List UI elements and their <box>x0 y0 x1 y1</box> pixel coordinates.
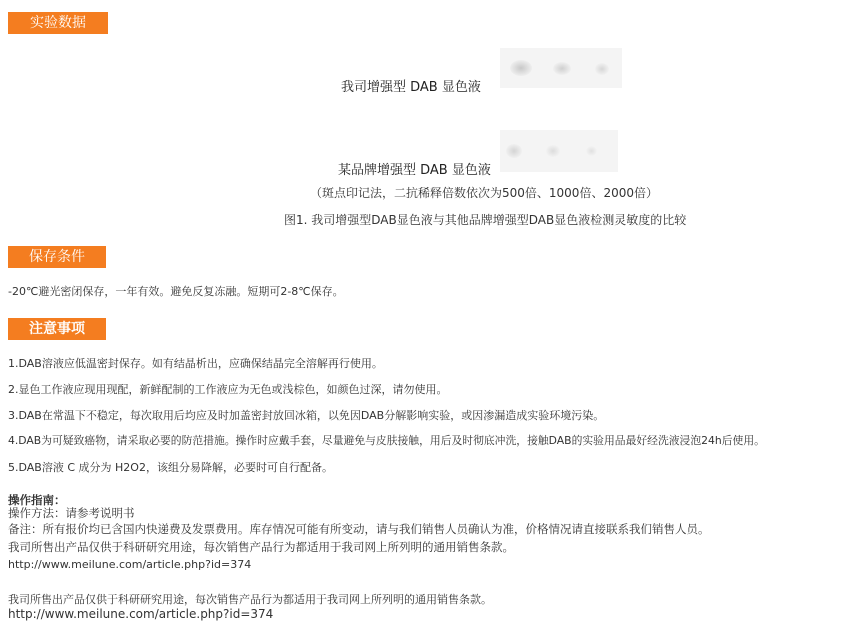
storage-text: -20℃避光密闭保存，一年有效。避免反复冻融。短期可2-8℃保存。 <box>8 285 344 298</box>
figure-method-note: （斑点印记法，二抗稀释倍数依次为500倍、1000倍、2000倍） <box>310 186 658 200</box>
guide-remark: 备注：所有报价均已含国内快递费及发票费用。库存情况可能有所变动，请与我们销售人员确认为准，价格情况请直接联系我们销售人员。 <box>8 522 710 536</box>
note-item-5: 5.DAB溶液 C 成分为 H2O2，该组分易降解，必要时可自行配备。 <box>8 461 333 474</box>
section-tag-experiment-data: 实验数据 <box>8 12 108 34</box>
guide-terms-repeat: 我司所售出产品仅供于科研研究用途，每次销售产品行为都适用于我司网上所列明的通用销售条款。 <box>8 593 492 606</box>
note-item-1: 1.DAB溶液应低温密封保存。如有结晶析出，应确保结晶完全溶解再行使用。 <box>8 357 383 370</box>
section-tag-notes: 注意事项 <box>8 318 106 340</box>
guide-method: 操作方法：请参考说明书 <box>8 506 135 520</box>
blot-dot <box>586 146 597 156</box>
guide-url-link[interactable]: http://www.meilune.com/article.php?id=374 <box>8 558 252 571</box>
blot-dot <box>510 60 532 76</box>
blot-image-ours <box>500 48 622 88</box>
blot-dot <box>595 63 609 75</box>
note-item-3: 3.DAB在常温下不稳定，每次取用后均应及时加盖密封放回冰箱，以免因DAB分解影响实验，或因渗漏造成实验环境污染。 <box>8 409 605 422</box>
figure-label-ours: 我司增强型 DAB 显色液 <box>341 80 481 95</box>
guide-terms: 我司所售出产品仅供于科研研究用途，每次销售产品行为都适用于我司网上所列明的通用销售条款。 <box>8 540 514 554</box>
blot-dot <box>506 144 522 158</box>
blot-dot <box>546 145 560 157</box>
blot-dot <box>553 62 571 75</box>
section-tag-storage: 保存条件 <box>8 246 106 268</box>
guide-url-link-repeat[interactable]: http://www.meilune.com/article.php?id=374 <box>8 607 274 621</box>
guide-title: 操作指南： <box>8 493 66 507</box>
blot-image-other <box>500 130 618 172</box>
figure-caption: 图1. 我司增强型DAB显色液与其他品牌增强型DAB显色液检测灵敏度的比较 <box>284 213 687 227</box>
note-item-4: 4.DAB为可疑致癌物，请采取必要的防范措施。操作时应戴手套，尽量避免与皮肤接触，用后及时彻底冲洗，接触DAB的实验用品最好经洗液浸泡24h后使用。 <box>8 434 765 447</box>
figure-label-other: 某品牌增强型 DAB 显色液 <box>338 163 491 178</box>
note-item-2: 2.显色工作液应现用现配，新鲜配制的工作液应为无色或浅棕色，如颜色过深，请勿使用。 <box>8 383 448 396</box>
